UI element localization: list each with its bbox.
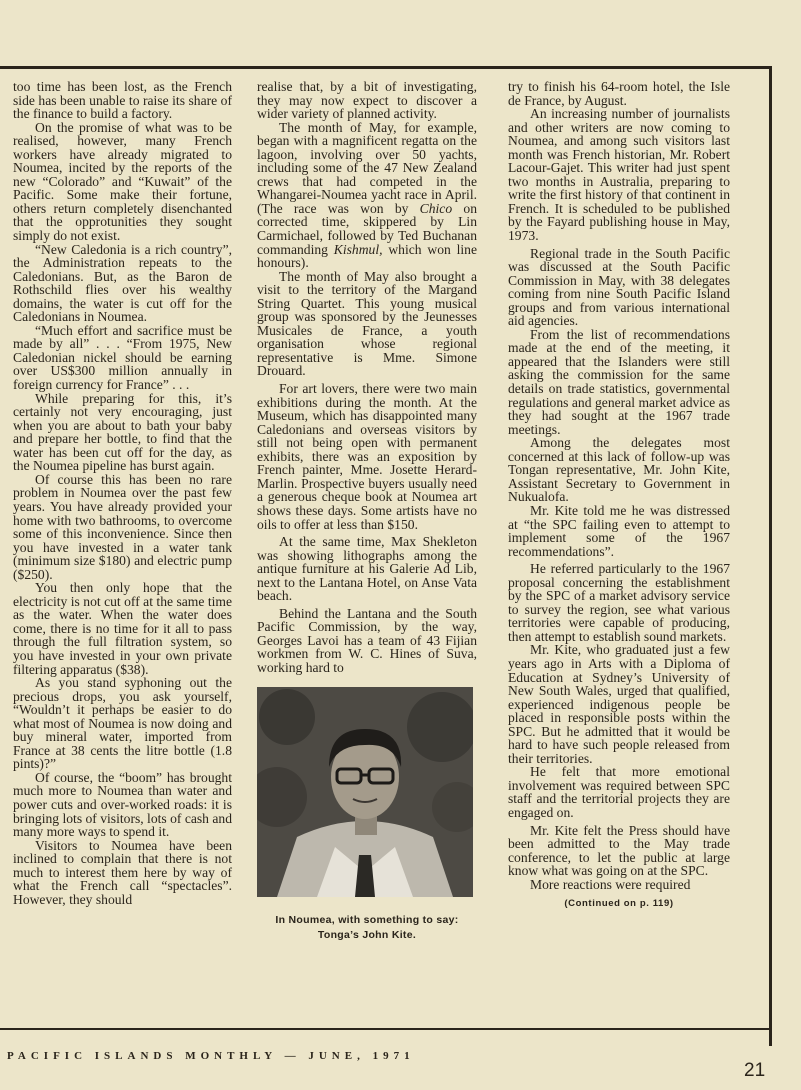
paragraph: An increasing number of journalists and other writers are now coming to Noumea, and among such visitors last month was French historian, Mr. Robert Lacour-Gajet. This writer had just spent two months in Australia, preparing to write the first history of that continent in French. It is scheduled to be published by the Fayard publishing house in May, 1973. <box>508 106 730 244</box>
paragraph: “Much effort and sacrifice must be made by all” . . . “From 1975, New Caledonian nickel should be earning over US$300 million annually in foreign currency for France” . . . <box>13 322 232 393</box>
paragraph: Mr. Kite, who graduated just a few years ago in Arts with a Diploma of Education at Sydney’s University of New South Wales, urged that qualified, experienced indigenous people be placed in responsible posts within the SPC. But he admitted that it would be hard to have such people released from their territories. <box>508 642 730 766</box>
paragraph: Of course this has been no rare problem in Noumea over the past few years. You have already provided your home with two bathrooms, to overcome some of this inconvenience. Since then you have invested in a water tank (minimum size $180) and electric pump ($250). <box>13 471 232 582</box>
paragraph: Visitors to Noumea have been inclined to complain that there is not much to interest them here by way of what the French call “spectacles”. However, they should <box>13 837 232 907</box>
article-column-2 <box>257 80 477 943</box>
paragraph: On the promise of what was to be realised, however, many French workers have already migrated to Noumea, incited by the reports of the new “Colorado” and “Kuwait” of the Pacific. Some make their fortune, others return completely disenchanted that the opprotunities they sought simply do not exist. <box>13 119 232 244</box>
paragraph: He referred particularly to the 1967 proposal concerning the establishment by the SPC of a market advisory service to survey the region, see what various territories were capable of producing, then attempt to establish sound markets. <box>508 561 730 644</box>
page-number: 21 <box>744 1060 766 1081</box>
caption-line: Tonga’s John Kite. <box>317 928 417 941</box>
paragraph: You then only hope that the electricity is not cut off at the same time as the water. When the water does come, there is no time for it all to pass through the full filtration system, so you have invested in your own private filtering apparatus ($38). <box>13 580 232 677</box>
paragraph <box>257 121 477 270</box>
paragraph: He felt that more emotional involvement was required between SPC staff and the territorial projects they are engaged on. <box>508 764 730 820</box>
bottom-rule <box>0 1028 772 1030</box>
paragraph: From the list of recommendations made at the end of the meeting, it appeared that the Islanders were still asking the commission for the same details on trade statistics, governmental regulations and general market advice as they had sought at the 1967 trade meetings. <box>508 326 730 437</box>
paragraph: At the same time, Max Shekleton was showing lithographs among the antique furniture at his Galerie Ad Lib, next to the Lantana Hotel, on Anse Vata beach. <box>257 534 477 604</box>
paragraph: try to finish his 64-room hotel, the Isle de France, by August. <box>508 79 730 108</box>
paragraph: Of course, the “boom” has brought much more to Noumea than water and power cuts and over-worked roads: it is bringing lots of visitors, lots of cash and many more ways to spend it. <box>13 769 232 840</box>
paragraph: realise that, by a bit of investigating, they may now expect to discover a wider variety of planned activity. <box>257 79 477 122</box>
right-rule <box>769 66 772 1046</box>
article-column-3 <box>508 80 730 911</box>
paragraph: Among the delegates most concerned at this lack of follow-up was Tongan representative, Mr. John Kite, Assistant Secretary to Government in Nukualofa. <box>508 435 730 505</box>
footer-magazine-title: PACIFIC ISLANDS MONTHLY — JUNE, 1971 <box>7 1050 415 1062</box>
paragraph: too time has been lost, as the French side has been unable to raise its share of the finance to build a factory. <box>13 79 232 122</box>
paragraph-text: The month of May, for example, began with a magnificent regatta on the lagoon, involving over 50 yachts, including some of the 47 New Zealand crews that had competed in the Whangarei-Noumea yacht race in April. (The race was won by <box>257 119 477 216</box>
portrait-photo <box>257 687 473 897</box>
continued-note: (Continued on p. 119) <box>564 898 674 910</box>
paragraph: Mr. Kite told me he was distressed at “the SPC failing even to attempt to implement some of the 1967 recommendations”. <box>508 502 730 559</box>
portrait-photo-icon <box>257 687 473 897</box>
paragraph: While preparing for this, it’s certainly not very encouraging, just when you are about to bath your baby and prepare her bottle, to find that the water has been cut off for the day, as the Noumea pipeline has burst again. <box>13 390 232 474</box>
paragraph: More reactions were required <box>530 876 691 892</box>
paragraph-text: which won line honours). <box>257 241 477 271</box>
paragraph: “New Caledonia is a rich country”, the Administration repeats to the Caledonians. But, as the Baron de Rothschild flies over his wealthy domains, the water is cut off for the Caledonians in Noumea. <box>13 241 232 325</box>
paragraph: Behind the Lantana and the South Pacific Commission, by the way, Georges Lavoi has a team of 43 Fijian workmen from W. C. Hines of Suva, working hard to <box>257 605 477 675</box>
paragraph: For art lovers, there were two main exhibitions during the month. At the Museum, which has disappointed many Caledonians and overseas visitors by still not being open with permanent exhibits, there was an exposition by French painter, Mme. Josette Herard-Marlin. Prospective buyers usually need a generous cheque book at Noumea art shows these days. Some artists have no oils to offer at less than $150. <box>257 381 477 532</box>
paragraph: Mr. Kite felt the Press should have been admitted to the May trade conference, to let the public at large know what was going on at the SPC. <box>508 822 730 879</box>
yacht-name: Chico <box>419 200 453 216</box>
paragraph-text: on corrected time, skippered by Lin Carmichael, followed by Ted Buchanan commanding <box>257 200 477 257</box>
paragraph: As you stand syphoning out the precious drops, you ask yourself, “Wouldn’t it perhaps be easier to do what most of Noumea is now doing and buy mineral water, imported from France at 38 cents the litre bottle (1.8 pints)?” <box>13 675 232 772</box>
paragraph: The month of May also brought a visit to the territory of the Margand String Quartet. This young musical group was sponsored by the Jeunesses Musicales de France, a youth organisation whose regional representative is Mme. Simone Drouard. <box>257 268 477 379</box>
paragraph: Regional trade in the South Pacific was discussed at the South Pacific Commission in May, with 38 delegates coming from nine South Pacific Island groups and from various international aid agencies. <box>508 245 730 329</box>
article-column-1 <box>13 80 232 906</box>
top-rule <box>0 66 772 69</box>
yacht-name: Kishmul, <box>333 241 383 257</box>
caption-line: In Noumea, with something to say: <box>275 913 459 926</box>
photo-caption <box>257 913 477 943</box>
